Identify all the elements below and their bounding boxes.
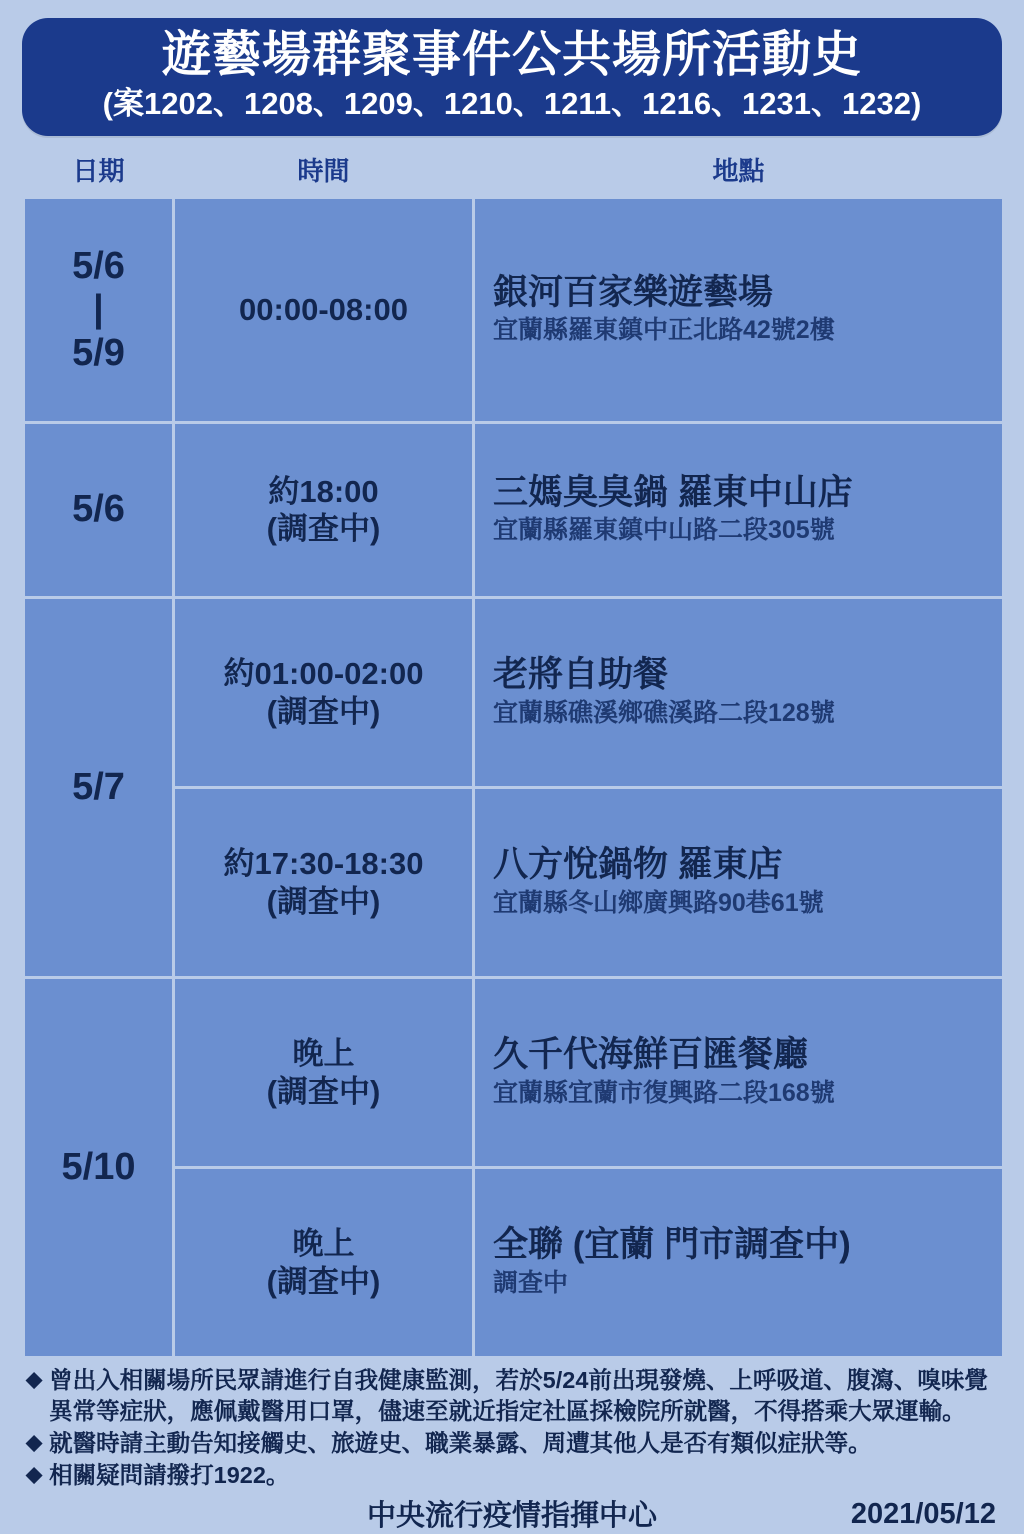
note-text: 相關疑問請撥打1922。: [49, 1462, 290, 1489]
place-name: 八方悅鍋物 羅東店: [493, 845, 783, 885]
note-item: [26, 1460, 998, 1491]
place-name: 老將自助餐: [493, 655, 669, 695]
cell-place: [474, 788, 1004, 978]
table-row: [24, 198, 1004, 423]
cell-date: 5/7: [24, 598, 174, 978]
column-header-place: 地點: [474, 144, 1004, 198]
cell-place: [474, 1168, 1004, 1358]
poster-header: [22, 18, 1002, 136]
note-text: 曾出入相關場所民眾請進行自我健康監測，若於5/24前出現發燒、上呼吸道、腹瀉、嗅味覺異常等症狀，應佩戴醫用口罩，儘速至就近指定社區採檢院所就醫，不得搭乘大眾運輸。: [49, 1367, 988, 1425]
activity-history-table: [22, 142, 1005, 1359]
page-title: 遊藝場群聚事件公共場所活動史: [161, 28, 862, 82]
note-item: [26, 1428, 998, 1459]
column-header-date: 日期: [24, 144, 174, 198]
note-item: [26, 1365, 998, 1427]
place-address: 宜蘭縣冬山鄉廣興路90巷61號: [493, 888, 824, 917]
place-address: 宜蘭縣羅東鎮中正北路42號2樓: [493, 316, 835, 345]
place-name: 久千代海鮮百匯餐廳: [493, 1035, 809, 1075]
place-address: 調查中: [493, 1268, 569, 1297]
place-address: 宜蘭縣礁溪鄉礁溪路二段128號: [493, 698, 835, 727]
cell-time: 約18:00 (調查中): [174, 423, 474, 598]
place-address: 宜蘭縣羅東鎮中山路二段305號: [493, 516, 835, 545]
table-row: [24, 598, 1004, 788]
note-text: 就醫時請主動告知接觸史、旅遊史、職業暴露、周遭其他人是否有類似症狀等。: [49, 1430, 872, 1457]
cell-date: 5/6 | 5/9: [24, 198, 174, 423]
place-address: 宜蘭縣宜蘭市復興路二段168號: [493, 1078, 835, 1107]
table-body: [24, 198, 1004, 1358]
diamond-bullet-icon: ◆: [26, 1463, 43, 1487]
cell-date: 5/10: [24, 978, 174, 1358]
cell-time: 00:00-08:00: [174, 198, 474, 423]
cell-time: 約01:00-02:00 (調查中): [174, 598, 474, 788]
cell-place: [474, 598, 1004, 788]
cell-time: 晚上 (調查中): [174, 1168, 474, 1358]
place-name: 全聯 (宜蘭 門市調查中): [493, 1225, 851, 1265]
cell-time: 晚上 (調查中): [174, 978, 474, 1168]
cell-place: [474, 423, 1004, 598]
column-header-time: 時間: [174, 144, 474, 198]
table-header-row: [24, 144, 1004, 198]
diamond-bullet-icon: ◆: [26, 1431, 43, 1455]
page-subtitle: (案1202、1208、1209、1210、1211、1216、1231、1232): [102, 85, 922, 121]
diamond-bullet-icon: ◆: [26, 1368, 43, 1392]
cell-date: 5/6: [24, 423, 174, 598]
table-row: [24, 978, 1004, 1168]
place-name: 三媽臭臭鍋 羅東中山店: [493, 472, 853, 512]
notes-section: [22, 1365, 1002, 1491]
table-row: [24, 423, 1004, 598]
publish-date: 2021/05/12: [850, 1498, 996, 1531]
poster-footer: [22, 1493, 1002, 1533]
cell-place: [474, 198, 1004, 423]
place-name: 銀河百家樂遊藝場: [493, 272, 774, 312]
cell-time: 約17:30-18:30 (調查中): [174, 788, 474, 978]
table-header: [24, 144, 1004, 198]
cell-place: [474, 978, 1004, 1168]
issuing-organization: 中央流行疫情指揮中心: [366, 1500, 657, 1533]
